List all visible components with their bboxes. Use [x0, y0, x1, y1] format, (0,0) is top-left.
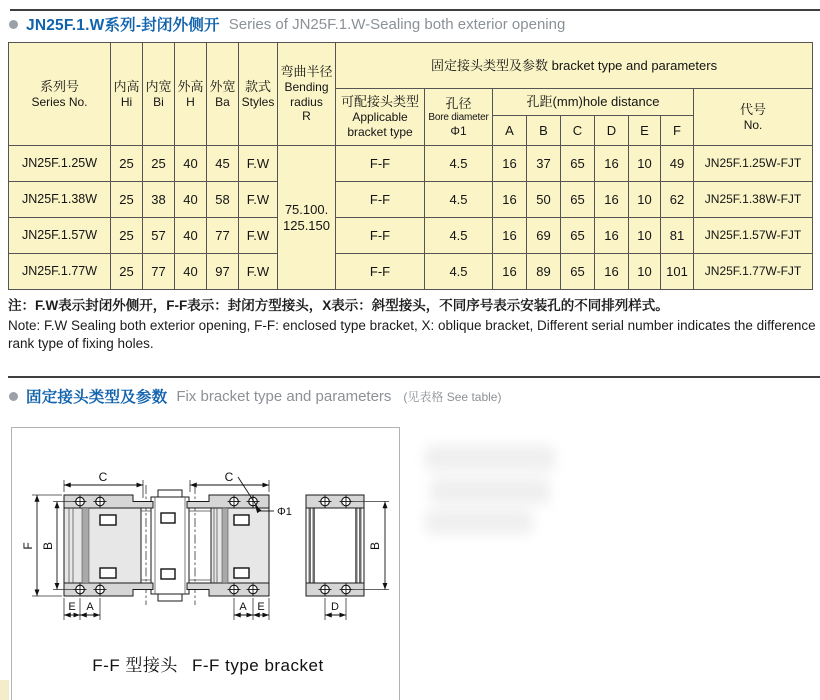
- dim-label-c-right: C: [224, 470, 234, 484]
- dim-label-e-left: E: [68, 601, 76, 613]
- section-divider: [8, 376, 820, 378]
- cell-series: JN25F.1.77W: [9, 254, 111, 290]
- bracket-technical-drawing: [12, 428, 399, 699]
- col-header-c: C: [561, 116, 595, 146]
- watermark: [425, 445, 555, 471]
- cell: 77: [207, 218, 239, 254]
- cell: 65: [561, 254, 595, 290]
- cell: 10: [629, 182, 661, 218]
- cell: F-F: [336, 182, 425, 218]
- watermark: [425, 510, 533, 534]
- dim-label-f: F: [21, 542, 35, 550]
- cell: F.W: [239, 254, 278, 290]
- cell: 77: [143, 254, 175, 290]
- cell-code: JN25F.1.38W-FJT: [694, 182, 813, 218]
- cell: 4.5: [425, 254, 493, 290]
- cell: 4.5: [425, 218, 493, 254]
- col-header-hi: 内高 Hi: [111, 43, 143, 146]
- col-header-styles: 款式 Styles: [239, 43, 278, 146]
- section2-title-zh: 固定接头类型及参数: [26, 389, 168, 406]
- dim-label-a-left: A: [86, 601, 94, 613]
- col-header-b: B: [527, 116, 561, 146]
- cell: F-F: [336, 146, 425, 182]
- cell: 16: [595, 146, 629, 182]
- dim-label-b-left: B: [41, 541, 55, 551]
- watermark: [430, 478, 550, 504]
- col-header-e: E: [629, 116, 661, 146]
- cell: 25: [111, 254, 143, 290]
- cell: 69: [527, 218, 561, 254]
- cell: 10: [629, 218, 661, 254]
- cell-bending-radius-merged: 75.100. 125.150: [278, 146, 336, 290]
- note-en: Note: F.W Sealing both exterior opening, F-F: enclosed type bracket, X: oblique bracket, Different serial number indicates the difference rank type of fixing holes.: [8, 318, 816, 351]
- dim-label-e-right: E: [257, 601, 265, 613]
- cell: 25: [111, 146, 143, 182]
- section2-title-en: Fix bracket type and parameters: [176, 387, 392, 405]
- section1-title-en: Series of JN25F.1.W-Sealing both exterior opening: [228, 15, 566, 33]
- table-notes: [8, 294, 816, 352]
- cell: 25: [111, 182, 143, 218]
- col-header-bending-radius: 弯曲半径 Bending radius R: [278, 43, 336, 146]
- cell: 62: [661, 182, 694, 218]
- cell: 38: [143, 182, 175, 218]
- cell: 16: [493, 146, 527, 182]
- cell: 10: [629, 254, 661, 290]
- cell: 4.5: [425, 146, 493, 182]
- dim-label-d: D: [331, 601, 339, 613]
- figure-caption: F-F 型接头 F-F type bracket: [92, 656, 324, 675]
- cell: F.W: [239, 182, 278, 218]
- col-header-series-no: 系列号 Series No.: [9, 43, 111, 146]
- cell: 89: [527, 254, 561, 290]
- cell: 49: [661, 146, 694, 182]
- next-section-edge: [0, 680, 9, 700]
- cell: 57: [143, 218, 175, 254]
- cell: 16: [595, 218, 629, 254]
- figure-left-view: [64, 485, 269, 605]
- cell: 81: [661, 218, 694, 254]
- bullet-icon: [9, 392, 18, 401]
- cell: 16: [493, 218, 527, 254]
- cell-code: JN25F.1.25W-FJT: [694, 146, 813, 182]
- group-header-bracket-params: 固定接头类型及参数 bracket type and parameters: [336, 43, 813, 89]
- spec-table: [8, 42, 813, 290]
- cell-series: JN25F.1.57W: [9, 218, 111, 254]
- table-row: [9, 182, 813, 218]
- cell: 25: [111, 218, 143, 254]
- cell: F.W: [239, 146, 278, 182]
- table-row: [9, 254, 813, 290]
- col-header-bore-diameter: 孔径 Bore diameter Φ1: [425, 89, 493, 146]
- section1-header: [9, 13, 565, 35]
- col-header-code: 代号 No.: [694, 89, 813, 146]
- col-header-ba: 外宽 Ba: [207, 43, 239, 146]
- dim-label-a-right: A: [239, 601, 247, 613]
- col-header-d: D: [595, 116, 629, 146]
- dim-label-phi1: Φ1: [277, 506, 292, 518]
- cell: 65: [561, 218, 595, 254]
- cell: 16: [493, 254, 527, 290]
- cell: 40: [175, 254, 207, 290]
- cell: 65: [561, 182, 595, 218]
- dim-label-b-right: B: [368, 541, 382, 551]
- note-zh: 注：F.W表示封闭外侧开，F-F表示：封闭方型接头，X表示：斜型接头，不同序号表示安装孔的不同排列样式。: [8, 298, 669, 313]
- cell: F-F: [336, 218, 425, 254]
- cell-series: JN25F.1.38W: [9, 182, 111, 218]
- cell: 16: [595, 182, 629, 218]
- cell: 65: [561, 146, 595, 182]
- cell-code: JN25F.1.77W-FJT: [694, 254, 813, 290]
- cell: 97: [207, 254, 239, 290]
- cell: 101: [661, 254, 694, 290]
- table-row: [9, 218, 813, 254]
- cell: 40: [175, 182, 207, 218]
- section2-header: [9, 385, 501, 407]
- cell: 50: [527, 182, 561, 218]
- cell-series: JN25F.1.25W: [9, 146, 111, 182]
- cell: F.W: [239, 218, 278, 254]
- cell-code: JN25F.1.57W-FJT: [694, 218, 813, 254]
- col-header-bi: 内宽 Bi: [143, 43, 175, 146]
- cell: 37: [527, 146, 561, 182]
- cell: 45: [207, 146, 239, 182]
- cell: 25: [143, 146, 175, 182]
- col-header-applicable-bracket: 可配接头类型 Applicable bracket type: [336, 89, 425, 146]
- col-header-f: F: [661, 116, 694, 146]
- col-header-h: 外高 H: [175, 43, 207, 146]
- cell: 40: [175, 218, 207, 254]
- figure-end-view: [306, 495, 389, 620]
- bracket-figure-box: [11, 427, 400, 700]
- bullet-icon: [9, 20, 18, 29]
- cell: 58: [207, 182, 239, 218]
- table-row: [9, 146, 813, 182]
- top-divider: [10, 9, 820, 11]
- cell: 16: [595, 254, 629, 290]
- cell: 16: [493, 182, 527, 218]
- cell: 40: [175, 146, 207, 182]
- group-header-hole-distance: 孔距(mm)hole distance: [493, 89, 694, 116]
- dim-label-c-left: C: [98, 470, 108, 484]
- cell: F-F: [336, 254, 425, 290]
- col-header-a: A: [493, 116, 527, 146]
- cell: 10: [629, 146, 661, 182]
- section2-see-table-note: (见表格 See table): [403, 389, 502, 404]
- cell: 4.5: [425, 182, 493, 218]
- section1-title-zh: JN25F.1.W系列-封闭外侧开: [26, 17, 220, 34]
